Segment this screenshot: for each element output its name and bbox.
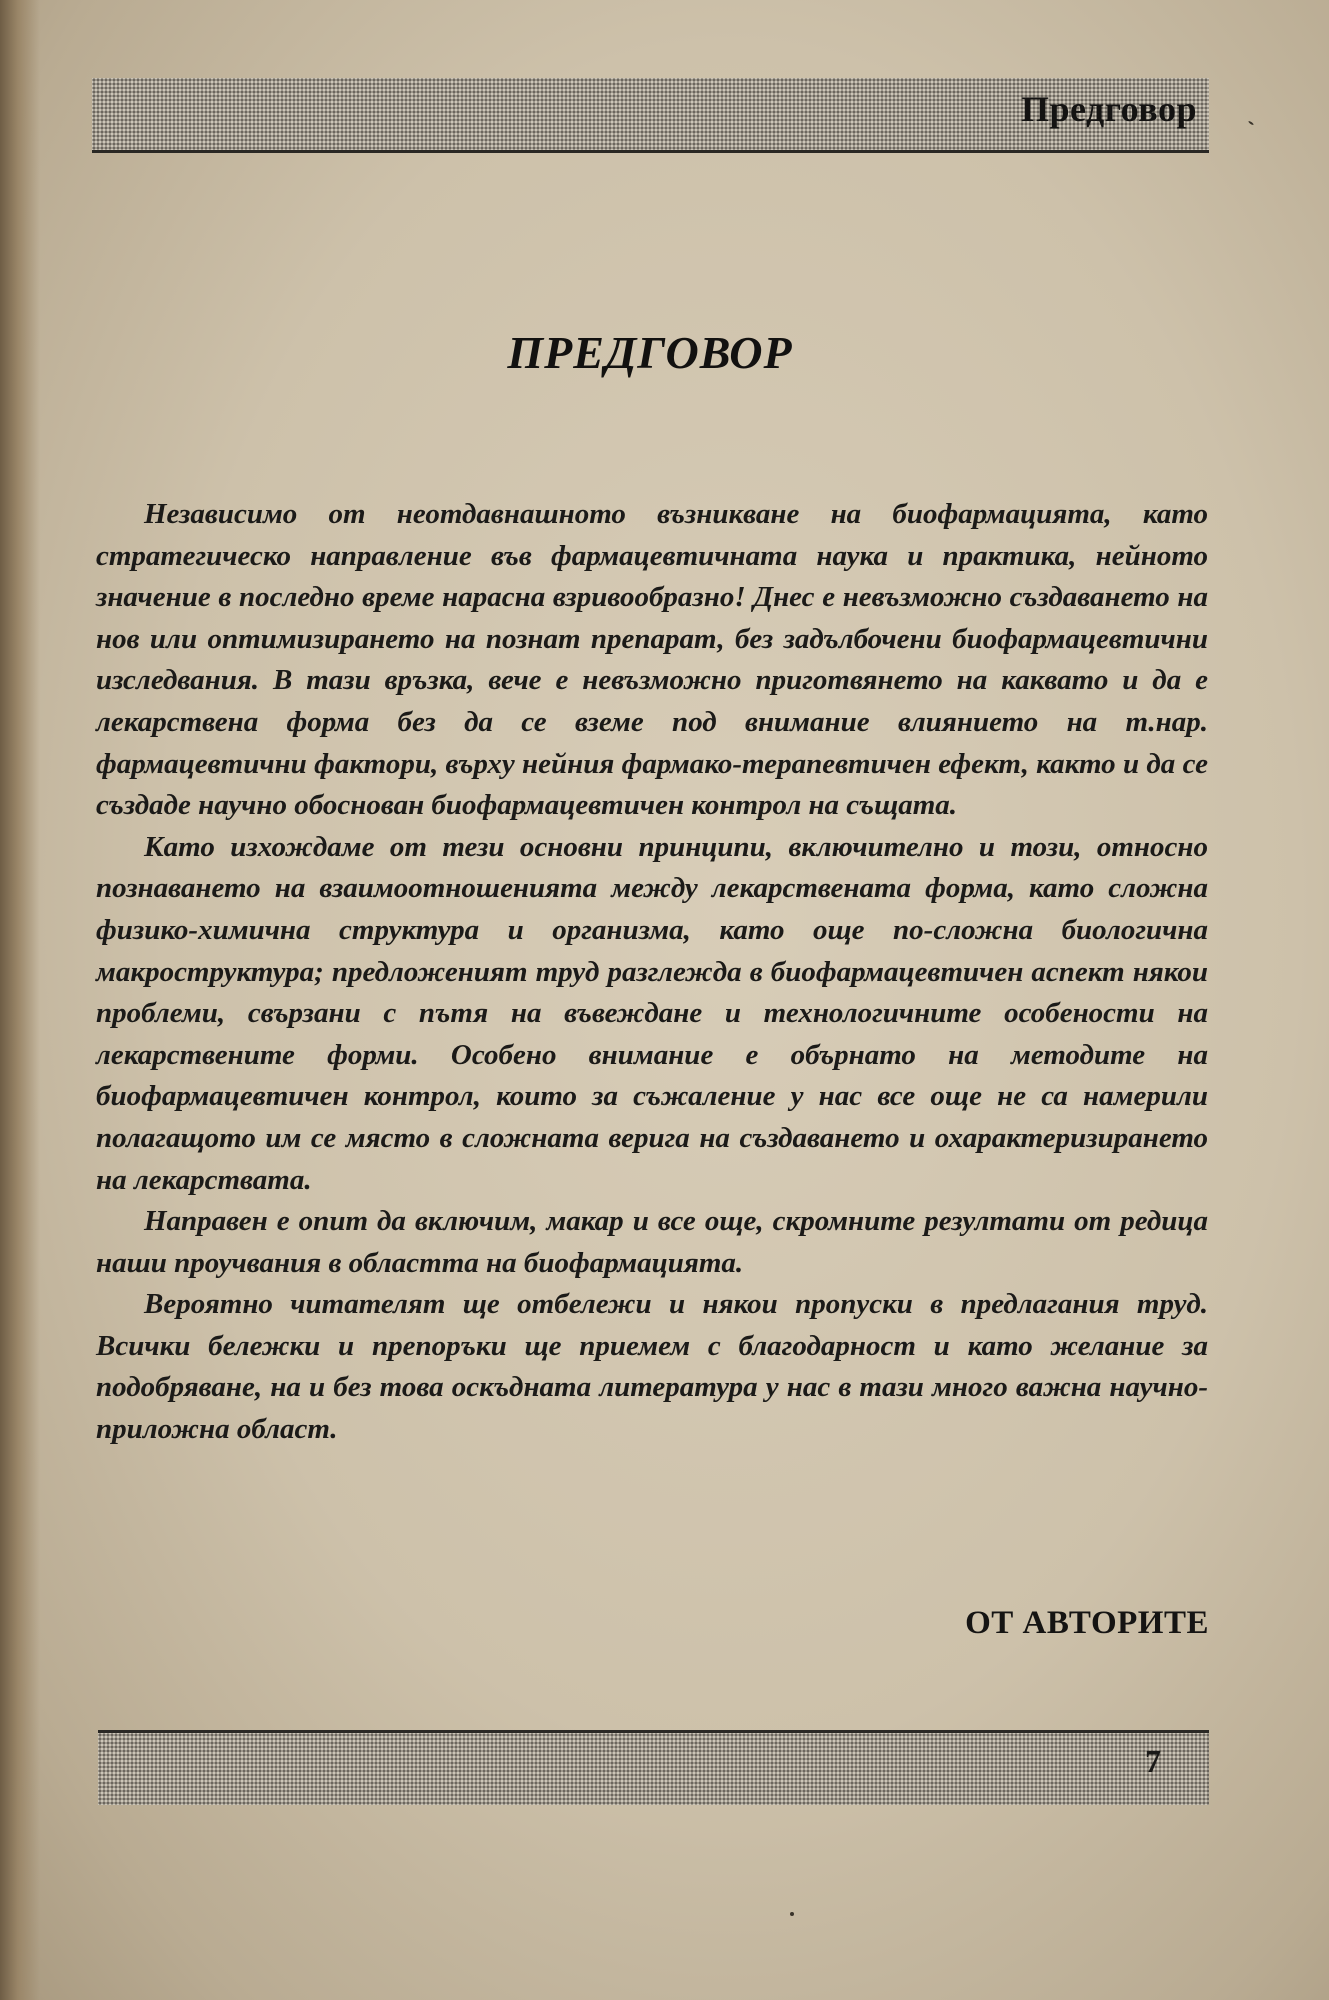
paragraph: Като изхождаме от тези основни принципи, включително и този, относно познаването на взаимоотношенията между лекарствената форма, като сложна физико-химична структура и организма, като още по-сложна биологична макроструктура; предложеният труд разглежда в биофармацевтичен аспект някои проблеми, свързани с пътя на въвеждане и технологичните особености на лекарствените форми. Особено внимание е обърнато на методите на биофармацевтичен контрол, които за съжаление у нас все още не са намерили полагащото им се място в сложната верига на създаването и охарактеризирането на лекарствата. <box>96 830 1208 1196</box>
paper-speck <box>1248 120 1254 125</box>
paragraph: Независимо от неотдавнашното възникване на биофармацията, като стратегическо направление във фармацевтичната наука и практика, нейното значение в последно време нарасна взривообразно! Днес е невъзможно създаването на нов или оптимизирането на познат препарат, без задълбочени биофармацевтични изследвания. В тази връзка, вече е невъзможно приготвянето на каквато и да е лекарствена форма без да се вземе под внимание влиянието на т.нар. фармацевтични фактори, върху нейния фармако-терапевтичен ефект, както и да се създаде научно обоснован биофармацевтичен контрол на същата. <box>96 498 1208 822</box>
footer-band <box>98 1730 1209 1805</box>
page-number: 7 <box>1145 1743 1161 1779</box>
spine-shadow <box>0 0 40 2000</box>
running-head: Предговор <box>1020 89 1197 129</box>
body-text <box>96 494 1208 1451</box>
paper-speck <box>790 1912 794 1916</box>
paragraph: Направен е опит да включим, макар и все още, скромните резултати от редица наши проучвания в областта на биофармацията. <box>96 1205 1208 1279</box>
signature: ОТ АВТОРИТЕ <box>965 1605 1209 1641</box>
page-title: ПРЕДГОВОР <box>507 327 793 378</box>
paragraph: Вероятно читателят ще отбележи и някои пропуски в предлагания труд. Всички бележки и препоръки ще приемем с благодарност и като желание за подобряване, на и без това оскъдната литература у нас в тази много важна научно-приложна област. <box>96 1288 1208 1446</box>
header-band <box>92 78 1209 153</box>
